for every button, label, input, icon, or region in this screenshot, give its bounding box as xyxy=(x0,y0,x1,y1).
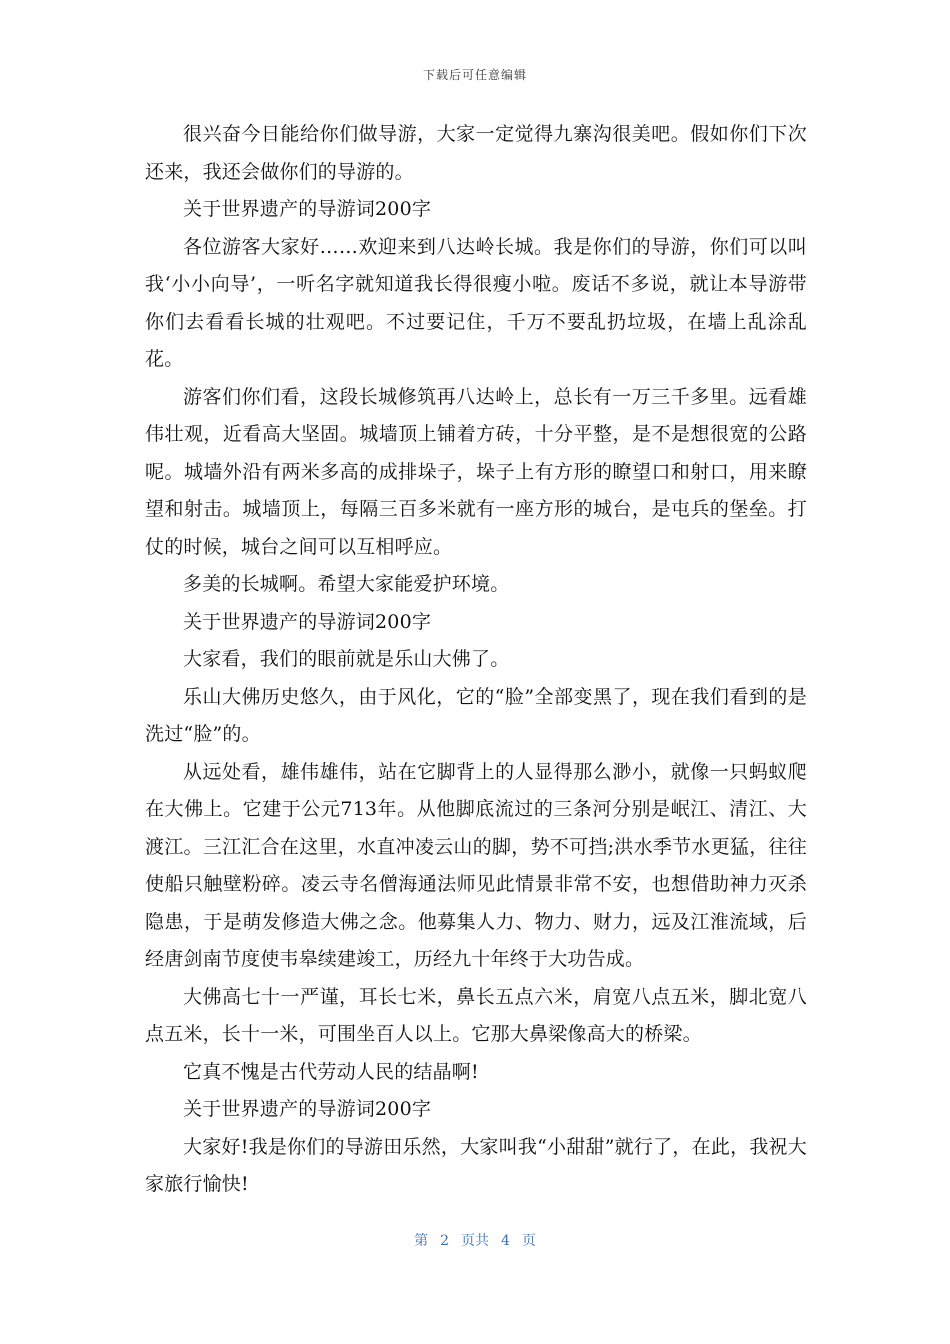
document-body xyxy=(145,116,807,1204)
footer-suffix: 页 xyxy=(521,1233,536,1249)
total-page-number: 4 xyxy=(501,1233,510,1249)
paragraph: 游客们你们看，这段长城修筑再八达岭上，总长有一万三千多里。远看雄伟壮观，近看高大坚固。城墙顶上铺着方砖，十分平整，是不是想很宽的公路呢。城墙外沿有两米多高的成排垛子，垛子上有方形的瞭望口和射口，用来瞭望和射击。城墙顶上，每隔三百多米就有一座方形的城台，是屯兵的堡垒。打仗的时候，城台之间可以互相呼应。 xyxy=(145,385,807,558)
page-header: 下载后可任意编辑 xyxy=(422,68,527,82)
paragraph: 多美的长城啊。希望大家能爱护环境。 xyxy=(183,573,510,595)
page-footer xyxy=(0,1230,950,1250)
paragraph: 很兴奋今日能给你们做导游，大家一定觉得九寨沟很美吧。假如你们下次还来，我还会做你们的导游的。 xyxy=(145,123,807,183)
paragraph: 大家好!我是你们的导游田乐然，大家叫我“小甜甜”就行了，在此，我祝大家旅行愉快! xyxy=(145,1135,807,1195)
section-heading: 关于世界遗产的导游词200字 xyxy=(183,610,432,633)
section-heading: 关于世界遗产的导游词200字 xyxy=(183,198,432,220)
paragraph: 乐山大佛历史悠久，由于风化，它的“脸”全部变黑了，现在我们看到的是洗过“脸”的。 xyxy=(145,685,807,745)
footer-middle: 页共 xyxy=(461,1233,489,1249)
paragraph: 大佛高七十一严谨，耳长七米，鼻长五点六米，肩宽八点五米，脚北宽八点五米，长十一米，可围坐百人以上。它那大鼻梁像高大的桥梁。 xyxy=(145,985,807,1045)
paragraph: 从远处看，雄伟雄伟，站在它脚背上的人显得那么渺小，就像一只蚂蚁爬在大佛上。它建于公元713年。从他脚底流过的三条河分别是岷江、清江、大渡江。三江汇合在这里，水直冲凌云山的脚，势不可挡;洪水季节水更猛，往往使船只触壁粉碎。凌云寺名僧海通法师见此情景非常不安，也想借助神力灭杀隐患，于是萌发修造大佛之念。他募集人力、物力、财力，远及江淮流域，后经唐剑南节度使韦皋续建竣工，历经九十年终于大功告成。 xyxy=(145,760,807,970)
paragraph: 它真不愧是古代劳动人民的结晶啊! xyxy=(183,1060,479,1083)
paragraph: 大家看，我们的眼前就是乐山大佛了。 xyxy=(183,648,510,670)
section-heading: 关于世界遗产的导游词200字 xyxy=(183,1098,432,1120)
current-page-number: 2 xyxy=(440,1233,449,1249)
footer-prefix: 第 xyxy=(414,1233,429,1249)
paragraph: 各位游客大家好……欢迎来到八达岭长城。我是你们的导游，你们可以叫我‘小小向导’，一听名字就知道我长得很瘦小啦。废话不多说，就让本导游带你们去看看长城的壮观吧。不过要记住，千万不要乱扔垃圾，在墙上乱涂乱花。 xyxy=(145,235,807,370)
